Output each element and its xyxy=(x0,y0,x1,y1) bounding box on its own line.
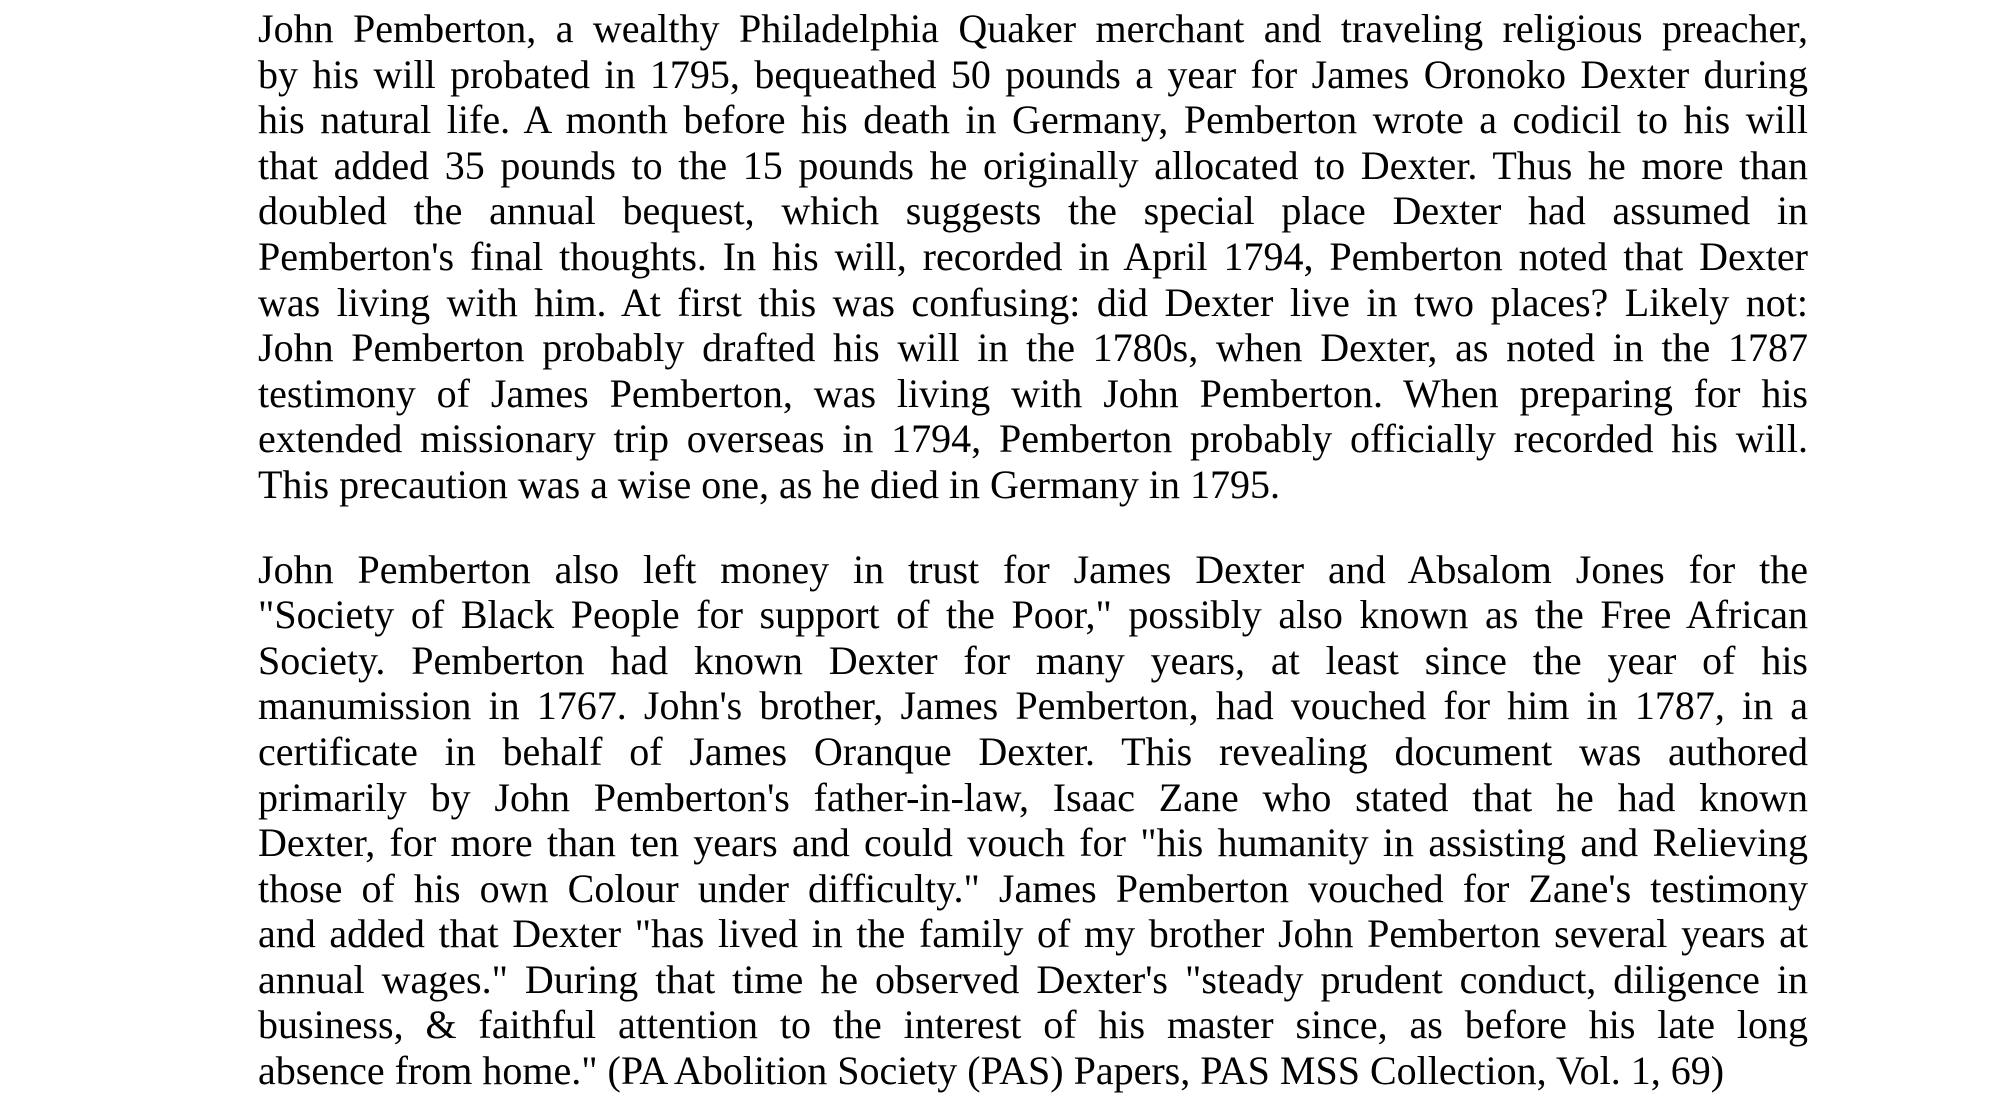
text-line: was living with him. At first this was confusing: did Dexter live in two places? Likely not: xyxy=(258,279,1808,325)
text-line: doubled the annual bequest, which suggests the special place Dexter had assumed in xyxy=(258,188,1808,234)
text-line: that added 35 pounds to the 15 pounds he originally allocated to Dexter. Thus he more than xyxy=(258,142,1808,188)
text-line: Pemberton's final thoughts. In his will, recorded in April 1794, Pemberton noted that Dexter xyxy=(258,233,1808,279)
text-line: John Pemberton, a wealthy Philadelphia Quaker merchant and traveling religious preacher, xyxy=(258,6,1808,51)
text-line: "Society of Black People for support of the Poor," possibly also known as the Free African xyxy=(258,592,1808,638)
document-page xyxy=(258,0,1808,1094)
text-line: his natural life. A month before his death in Germany, Pemberton wrote a codicil to his will xyxy=(258,97,1808,143)
paragraph-2 xyxy=(258,547,1808,1094)
text-line: annual wages." During that time he observed Dexter's "steady prudent conduct, diligence in xyxy=(258,956,1808,1002)
text-line: testimony of James Pemberton, was living with John Pemberton. When preparing for his xyxy=(258,370,1808,416)
text-line: John Pemberton probably drafted his will in the 1780s, when Dexter, as noted in the 1787 xyxy=(258,325,1808,371)
text-line: business, & faithful attention to the interest of his master since, as before his late long xyxy=(258,1002,1808,1048)
text-line: Society. Pemberton had known Dexter for many years, at least since the year of his xyxy=(258,637,1808,683)
text-line: manumission in 1767. John's brother, James Pemberton, had vouched for him in 1787, in a xyxy=(258,683,1808,729)
text-line: certificate in behalf of James Oranque Dexter. This revealing document was authored xyxy=(258,728,1808,774)
text-line: Dexter, for more than ten years and could vouch for "his humanity in assisting and Relieving xyxy=(258,820,1808,866)
text-line: This precaution was a wise one, as he died in Germany in 1795. xyxy=(258,461,1280,507)
text-line: by his will probated in 1795, bequeathed 50 pounds a year for James Oronoko Dexter during xyxy=(258,51,1808,97)
text-line: absence from home." (PA Abolition Society (PAS) Papers, PAS MSS Collection, Vol. 1, 69) xyxy=(258,1048,1725,1094)
text-line: primarily by John Pemberton's father-in-law, Isaac Zane who stated that he had known xyxy=(258,774,1808,820)
paragraph-1 xyxy=(258,6,1808,508)
text-line: and added that Dexter "has lived in the family of my brother John Pemberton several years at xyxy=(258,911,1808,957)
text-line: extended missionary trip overseas in 1794, Pemberton probably officially recorded his will. xyxy=(258,416,1808,462)
text-line: John Pemberton also left money in trust for James Dexter and Absalom Jones for the xyxy=(258,546,1808,592)
text-line: those of his own Colour under difficulty." James Pemberton vouched for Zane's testimony xyxy=(258,865,1808,911)
